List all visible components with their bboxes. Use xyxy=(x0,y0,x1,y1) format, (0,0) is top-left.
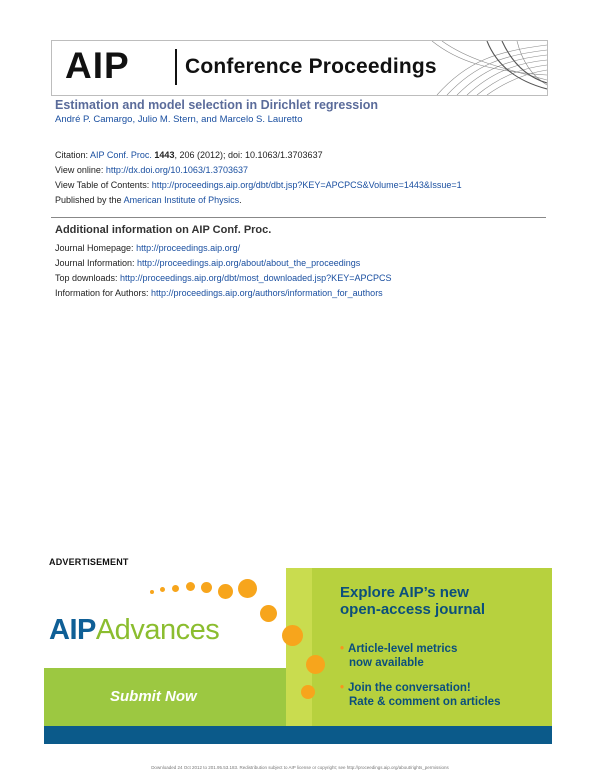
ad-bullets xyxy=(340,642,500,709)
info-row-label: Information for Authors: xyxy=(55,288,152,298)
aip-advances-logo xyxy=(49,614,219,647)
banner-title: Conference Proceedings xyxy=(185,55,437,78)
info-row-link[interactable]: http://proceedings.aip.org/about/about_the_proceedings xyxy=(137,258,361,268)
decorative-dot-icon xyxy=(218,584,233,599)
decorative-dot-icon xyxy=(260,605,277,622)
aip-advances-logo-advances: Advances xyxy=(95,614,220,646)
view-toc-label: View Table of Contents: xyxy=(55,180,152,190)
published-by-line xyxy=(55,195,242,205)
bullet-text-line2: now available xyxy=(349,657,424,669)
citation-rest: , 206 (2012); doi: 10.1063/1.3703637 xyxy=(174,150,323,160)
section-divider xyxy=(51,217,546,218)
view-toc-link[interactable]: http://proceedings.aip.org/dbt/dbt.jsp?KEY=APCPCS&Volume=1443&Issue=1 xyxy=(151,180,462,190)
bullet-text: Article-level metrics xyxy=(348,643,458,655)
aip-advances-advertisement[interactable] xyxy=(44,568,552,744)
citation-line xyxy=(55,150,323,160)
decorative-dot-icon xyxy=(186,582,195,591)
ad-bottom-bar xyxy=(44,726,552,744)
advertisement-label: ADVERTISEMENT xyxy=(49,557,129,567)
info-row-label: Journal Information: xyxy=(55,258,138,268)
bullet-text: Join the conversation! xyxy=(348,682,471,694)
ad-headline-line2: open-access journal xyxy=(340,601,486,618)
decorative-dot-icon xyxy=(238,579,257,598)
ad-headline xyxy=(340,584,485,618)
published-by-label: Published by the xyxy=(55,195,124,205)
swirl-graphic xyxy=(427,41,547,95)
info-row-journal-information xyxy=(55,258,360,268)
decorative-dot-icon xyxy=(282,625,303,646)
decorative-dot-icon xyxy=(306,655,325,674)
decorative-dot-icon xyxy=(160,587,165,592)
aip-logo: AIP xyxy=(65,45,130,86)
submit-now-button[interactable]: Submit Now xyxy=(110,688,197,705)
bullet-join-conversation xyxy=(340,681,500,709)
view-online-line xyxy=(55,165,248,175)
conference-proceedings-banner xyxy=(51,40,548,96)
bullet-dot-icon: • xyxy=(340,643,345,655)
info-row-journal-homepage xyxy=(55,243,240,253)
view-online-label: View online: xyxy=(55,165,106,175)
info-row-link[interactable]: http://proceedings.aip.org/dbt/most_downloaded.jsp?KEY=APCPCS xyxy=(120,273,392,283)
ad-headline-line1: Explore AIP’s new xyxy=(340,584,469,601)
bullet-text-line2: Rate & comment on articles xyxy=(349,696,501,708)
publisher-link[interactable]: American Institute of Physics xyxy=(123,195,240,205)
info-row-link[interactable]: http://proceedings.aip.org/authors/information_for_authors xyxy=(151,288,383,298)
bullet-dot-icon: • xyxy=(340,682,345,694)
info-row-information-for-authors xyxy=(55,288,383,298)
banner-divider xyxy=(175,49,177,85)
bullet-article-metrics xyxy=(340,642,500,670)
citation-volume: 1443 xyxy=(154,150,175,160)
article-title[interactable]: Estimation and model selection in Dirichlet regression xyxy=(55,98,378,112)
published-by-suffix: . xyxy=(239,195,242,205)
additional-info-heading: Additional information on AIP Conf. Proc. xyxy=(55,224,272,236)
aip-advances-logo-aip: AIP xyxy=(49,614,96,646)
info-row-label: Journal Homepage: xyxy=(55,243,137,253)
view-online-link[interactable]: http://dx.doi.org/10.1063/1.3703637 xyxy=(105,165,248,175)
info-row-link[interactable]: http://proceedings.aip.org/ xyxy=(136,243,241,253)
citation-label: Citation: xyxy=(55,150,91,160)
decorative-dot-icon xyxy=(150,590,154,594)
download-footer: Downloaded 24 Oct 2012 to 201.95.53.183. Redistribution subject to AIP license or copyright; see http://proceedings.aip.org/about/rights_permissions xyxy=(151,765,449,770)
article-authors[interactable]: André P. Camargo, Julio M. Stern, and Marcelo S. Lauretto xyxy=(55,114,303,125)
info-row-label: Top downloads: xyxy=(55,273,121,283)
journal-link[interactable]: AIP Conf. Proc. xyxy=(90,150,152,160)
view-toc-line xyxy=(55,180,462,190)
decorative-dot-icon xyxy=(301,685,315,699)
info-row-top-downloads xyxy=(55,273,391,283)
decorative-dot-icon xyxy=(201,582,212,593)
decorative-dot-icon xyxy=(172,585,179,592)
